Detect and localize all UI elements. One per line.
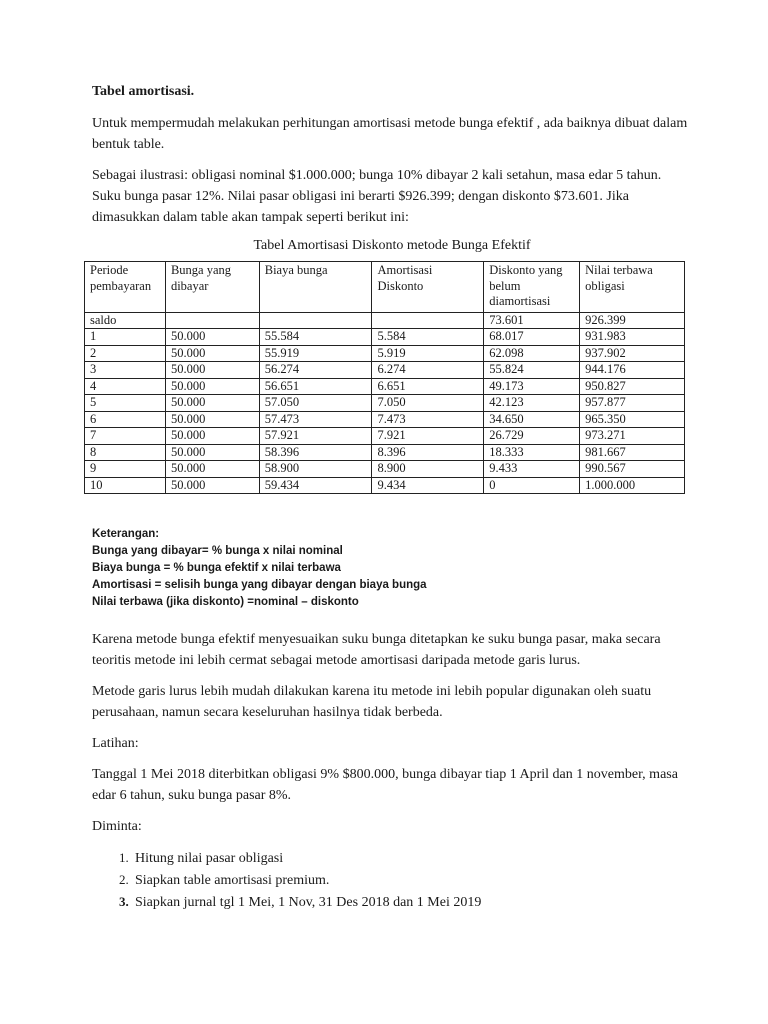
table-cell: 56.651	[259, 378, 372, 395]
table-cell: 3	[85, 362, 166, 379]
list-item: 1. Hitung nilai pasar obligasi	[132, 847, 692, 869]
table-cell: 5.919	[372, 345, 484, 362]
header-periode: Periode pembayaran	[85, 262, 166, 313]
table-cell: 50.000	[165, 444, 259, 461]
table-cell: 57.921	[259, 428, 372, 445]
table-cell: 7.473	[372, 411, 484, 428]
table-cell: 5.584	[372, 329, 484, 346]
exercise-paragraph: Tanggal 1 Mei 2018 diterbitkan obligasi 9% $800.000, bunga dibayar tiap 1 April dan 1 november, masa edar 6 tahun, suku bunga pasar 8%.	[92, 767, 678, 803]
list-item: 2. Siapkan table amortisasi premium.	[132, 869, 692, 891]
section-title: Tabel amortisasi.	[92, 84, 195, 99]
list-item: 3. Siapkan jurnal tgl 1 Mei, 1 Nov, 31 Des 2018 dan 1 Mei 2019	[132, 891, 692, 913]
table-row	[85, 428, 685, 445]
required-heading: Diminta:	[92, 819, 142, 834]
table-cell: 8	[85, 444, 166, 461]
table-cell: 9.434	[372, 477, 484, 494]
table-cell: 2	[85, 345, 166, 362]
table-cell: 926.399	[580, 312, 685, 329]
table-cell: 1	[85, 329, 166, 346]
table-cell: 58.396	[259, 444, 372, 461]
straight-line-paragraph: Metode garis lurus lebih mudah dilakukan karena itu metode ini lebih popular digunakan oleh suatu perusahaan, namun secara keseluruhan hasilnya tidak berbeda.	[92, 684, 652, 720]
table-cell: 6	[85, 411, 166, 428]
table-cell: saldo	[85, 312, 166, 329]
note-line: Biaya bunga = % bunga efektif x nilai terbawa	[92, 562, 341, 574]
table-cell: 50.000	[165, 411, 259, 428]
table-cell: 50.000	[165, 395, 259, 412]
table-cell: 4	[85, 378, 166, 395]
table-row	[85, 411, 685, 428]
exercise-heading: Latihan:	[92, 736, 139, 751]
table-cell: 68.017	[484, 329, 580, 346]
table-cell: 7.921	[372, 428, 484, 445]
table-cell: 55.919	[259, 345, 372, 362]
table-cell: 937.902	[580, 345, 685, 362]
table-cell: 57.473	[259, 411, 372, 428]
note-line: Bunga yang dibayar= % bunga x nilai nominal	[92, 545, 343, 557]
table-cell: 49.173	[484, 378, 580, 395]
table-caption: Tabel Amortisasi Diskonto metode Bunga Efektif	[253, 238, 531, 253]
header-diskonto-belum: Diskonto yang belum diamortisasi	[484, 262, 580, 313]
table-cell: 944.176	[580, 362, 685, 379]
note-line: Amortisasi = selisih bunga yang dibayar dengan biaya bunga	[92, 579, 427, 591]
effective-method-paragraph: Karena metode bunga efektif menyesuaikan suku bunga ditetapkan ke suku bunga pasar, maka secara teoritis metode ini lebih cermat sebagai metode amortisasi daripada metode garis lurus.	[92, 632, 661, 668]
table-cell: 9.433	[484, 461, 580, 478]
table-cell	[259, 312, 372, 329]
table-cell: 50.000	[165, 428, 259, 445]
amortization-table	[84, 261, 685, 494]
table-row	[85, 378, 685, 395]
notes-heading: Keterangan:	[92, 528, 160, 540]
table-cell: 950.827	[580, 378, 685, 395]
table-row	[85, 362, 685, 379]
table-cell: 73.601	[484, 312, 580, 329]
table-cell: 50.000	[165, 362, 259, 379]
table-cell: 8.396	[372, 444, 484, 461]
notes-block	[92, 526, 692, 611]
table-cell: 59.434	[259, 477, 372, 494]
table-cell: 50.000	[165, 345, 259, 362]
table-cell: 50.000	[165, 461, 259, 478]
table-cell: 6.651	[372, 378, 484, 395]
table-cell: 10	[85, 477, 166, 494]
header-bunga-dibayar: Bunga yang dibayar	[165, 262, 259, 313]
table-cell	[165, 312, 259, 329]
table-cell: 57.050	[259, 395, 372, 412]
task-list	[92, 847, 692, 913]
table-cell: 50.000	[165, 477, 259, 494]
table-cell: 56.274	[259, 362, 372, 379]
table-row	[85, 461, 685, 478]
document-page	[92, 84, 692, 913]
table-row	[85, 395, 685, 412]
table-cell: 981.667	[580, 444, 685, 461]
table-cell: 55.584	[259, 329, 372, 346]
table-cell: 1.000.000	[580, 477, 685, 494]
table-row	[85, 444, 685, 461]
table-cell: 42.123	[484, 395, 580, 412]
table-cell: 973.271	[580, 428, 685, 445]
table-cell: 0	[484, 477, 580, 494]
table-header-row	[85, 262, 685, 313]
table-cell: 957.877	[580, 395, 685, 412]
table-cell: 931.983	[580, 329, 685, 346]
table-cell: 58.900	[259, 461, 372, 478]
intro-paragraph: Untuk mempermudah melakukan perhitungan amortisasi metode bunga efektif , ada baiknya dibuat dalam bentuk table.	[92, 116, 688, 152]
table-cell: 8.900	[372, 461, 484, 478]
table-cell: 18.333	[484, 444, 580, 461]
header-nilai-terbawa: Nilai terbawa obligasi	[580, 262, 685, 313]
table-cell: 6.274	[372, 362, 484, 379]
table-cell: 62.098	[484, 345, 580, 362]
table-cell: 55.824	[484, 362, 580, 379]
table-cell: 5	[85, 395, 166, 412]
table-cell: 26.729	[484, 428, 580, 445]
table-row	[85, 329, 685, 346]
table-row	[85, 345, 685, 362]
table-cell: 50.000	[165, 378, 259, 395]
table-cell: 34.650	[484, 411, 580, 428]
table-row	[85, 477, 685, 494]
table-cell: 965.350	[580, 411, 685, 428]
header-biaya-bunga: Biaya bunga	[259, 262, 372, 313]
table-row	[85, 312, 685, 329]
note-line: Nilai terbawa (jika diskonto) =nominal – diskonto	[92, 596, 359, 608]
table-cell: 50.000	[165, 329, 259, 346]
table-cell: 7	[85, 428, 166, 445]
illustration-paragraph: Sebagai ilustrasi: obligasi nominal $1.000.000; bunga 10% dibayar 2 kali setahun, masa edar 5 tahun. Suku bunga pasar 12%. Nilai pasar obligasi ini berarti $926.399; dengan diskonto $73.601. Jika dimasukkan dalam table akan tampak seperti berikut ini:	[92, 168, 662, 225]
table-cell	[372, 312, 484, 329]
table-cell: 9	[85, 461, 166, 478]
header-amortisasi: Amortisasi Diskonto	[372, 262, 484, 313]
table-cell: 7.050	[372, 395, 484, 412]
table-cell: 990.567	[580, 461, 685, 478]
